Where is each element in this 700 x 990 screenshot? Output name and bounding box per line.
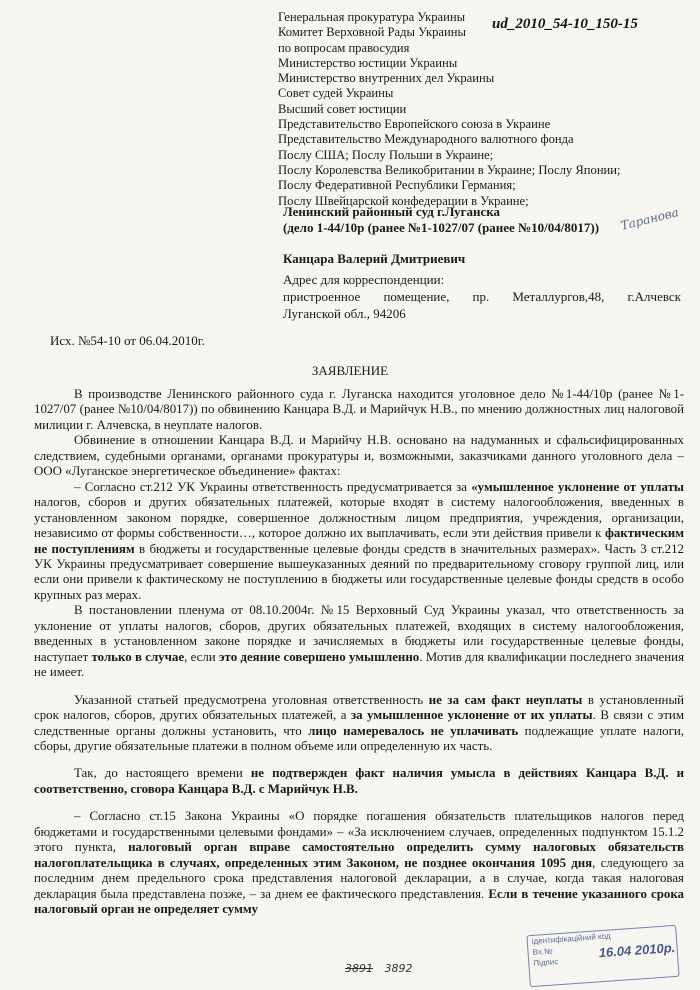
addressee-line: Представительство Международного валютного фонда [278,132,574,147]
addressee-line: Послу Швейцарской конфедерации в Украине; [278,193,529,208]
page-number-marks [345,962,413,975]
stamp-date: 16.04 2010р. [598,939,676,961]
addressee-line: Министерство внутренних дел Украины [278,71,495,86]
text-run: налогов, сборов и других обязательных платежей, которые входят в систему налогообложения, введенных в установленном законом порядке, совершенное должностным лицом предприятия, учреждения, организации, независимо от формы собственности…, которое должно их выплачивать, если эти действия привели к [34,495,684,541]
court-name: Ленинский районный суд г.Луганска [283,204,501,219]
paragraph-article-212 [34,480,684,604]
bold-run: фактическим не поступлениям [34,526,684,556]
text-run: . В связи с этим следственные органы должны установить, что [34,708,684,738]
paragraph-article-15 [34,809,684,917]
bold-run: только в случае [91,649,185,664]
addressee-line: Послу Королевства Великобритании в Украине; Послу Японии; [278,162,621,177]
paragraph-intent [34,766,684,797]
stamp-incoming-label: Вх.№ [532,946,553,957]
court-block [283,204,599,236]
addressee-line: Представительство Европейского союза в Украине [278,117,551,132]
text-run: В постановлении пленума от 08.10.2004г. №15 Верховный Суд Украины указал, что ответственность за уклонение от уплаты налогов, сборов, других обязательных платежей, входящих в систему налогообложения, введенных в установленном законе порядке и зачисляемых в бюджеты или государственные целевые фонды, наступает [34,603,684,664]
text-run: в установленный срок налогов, сборов, других обязательных платежей, а [34,692,685,723]
paragraph-liability [34,693,684,755]
bold-run: налоговый орган вправе самостоятельно определить сумму налоговых обязательств налогоплательщика в случаях, определенных этим Законом, не позднее окончания 1095 дня [34,840,684,870]
addressee-line: Генеральная прокуратура Украины [278,10,466,24]
bold-run: не за сам факт неуплаты [428,692,583,707]
paragraph-intro: В производстве Ленинского районного суда г. Луганска находится уголовное дело №1-44/10р (ранее №1-1027/07 (ранее №10/04/8017)) по обвинению Канцара В.Д. и Марийчук Н.В., по мнению должностных лиц налоговой милиции г. Алчевска, в неуплате налогов. [34,387,684,432]
sender-name: Канцара Валерий Дмитриевич [283,251,466,266]
text-run: . Мотив для квалификации последнего значения не имеет. [34,649,684,680]
outgoing-number: Исх. №54-10 от 06.04.2010г. [50,333,205,348]
address-label: Адрес для корреспонденции: [283,272,445,287]
case-number: (дело 1-44/10р (ранее №1-1027/07 (ранее №10/04/8017)) [283,220,600,235]
bold-run: не подтвержден факт наличия умысла в действиях Канцара В.Д. и соответственно, сговора Канцара В.Д. с Марийчук Н.В. [34,766,684,796]
stamp-code-label: ідентифікаційний код [531,931,611,946]
stamp-signature-label: Підпис [533,957,559,968]
bold-run: «умышленное уклонение от уплаты [471,479,684,494]
addressee-line: Высший совет юстиции [278,101,407,116]
addressee-line: Министерство юстиции Украины [278,55,458,70]
addressee-list [278,10,688,209]
addressee-line: Послу Федеративной Республики Германия; [278,178,516,193]
bold-run: Если в течение указанного срока налоговый орган не определяет сумму [34,886,685,917]
text-run: – Согласно ст.212 УК Украины ответственность предусматривается за [74,479,472,494]
bold-run: лицо намеревалось не уплачивать [308,723,519,738]
text-run: Указанной статьей предусмотрена уголовная ответственность [74,692,429,707]
text-run: , следующего за последним днем предельного срока представления налоговой декларации, а в случае, когда такая налоговая декларация была представлена позже, – за днем ее фактического представления. [34,855,684,901]
document-title: ЗАЯВЛЕНИЕ [311,363,389,378]
text-run: подлежащие уплате налоги, сборы, другие обязательные платежи в полном объеме или определенную их часть. [34,723,684,753]
text-run: – Согласно ст.15 Закона Украины «О порядке погашения обязательств плательщиков налогов перед бюджетами и государственными целевыми фондами» – «За исключением случаев, определенных подпунктом 15.1.2 этого пункта, [34,809,684,855]
document-body [34,387,684,918]
address-line-2: Луганской обл., 94206 [283,306,406,321]
page-number: 3892 [384,962,413,975]
handwritten-note: Таранова [619,205,681,233]
addressee-line: Комитет Верховной Рады Украины [278,25,466,40]
addressee-line: Совет судей Украины [278,86,394,101]
addressee-line: Послу США; Послу Польши в Украине; [278,147,494,162]
registration-stamp [526,925,679,987]
struck-page-number: 3891 [345,962,373,975]
address-line-1: пристроенное помещение, пр. Металлургов,48, г.Алчевск [283,289,681,304]
text-run: Так, до настоящего времени [74,766,251,781]
text-run: , если [184,649,219,664]
text-run: в бюджеты и государственные целевые фонды средств в значительных размерах». Часть 3 ст.212 УК Украины предусматривает совершение вышеуказанных деяний по предварительному сговору группой лиц, или если они привели к фактическому не поступлению в бюджеты или государственные целевые фонды средств в особо крупных раз мерах. [34,541,684,602]
document-id: ud_2010_54-10_150-15 [492,16,638,32]
paragraph-plenum [34,603,684,680]
sender-block [283,250,683,322]
bold-run: это деяние совершено умышленно [218,649,420,664]
paragraph-accusation: Обвинение в отношении Канцара В.Д. и Марийчу Н.В. основано на надуманных и сфальсифицированных следствием, судебными органами, органами прокуратуры и, возможными, заказчиками данного уголовного дела – ООО «Луганское энергетическое объединение» фактах: [34,433,684,479]
bold-run: за умышленное уклонение от их уплаты [351,708,593,723]
addressee-line: по вопросам правосудия [278,40,410,55]
